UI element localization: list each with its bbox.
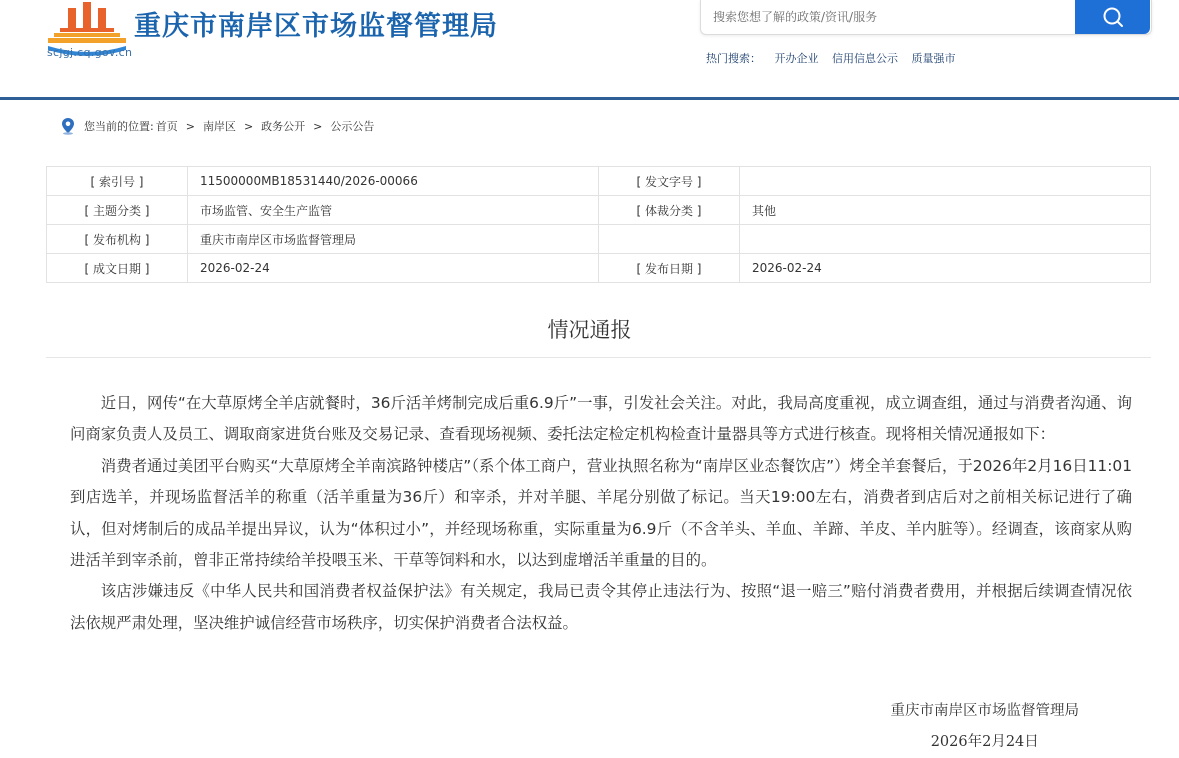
meta-label-publish-date: [ 发布日期 ] <box>599 254 740 283</box>
breadcrumb-separator: > <box>185 119 195 133</box>
table-row <box>47 196 1151 225</box>
meta-value-genre: 其他 <box>740 196 1151 225</box>
site-domain: scjgj.cq.gov.cn <box>47 46 133 59</box>
table-row <box>47 254 1151 283</box>
breadcrumb-nanan[interactable]: 南岸区 <box>202 120 236 133</box>
meta-value-written-date: 2026-02-24 <box>188 254 599 283</box>
meta-value-doc-number <box>740 167 1151 196</box>
article-title: 情况通报 <box>547 318 632 342</box>
article-paragraph: 消费者通过美团平台购买“大草原烤全羊南滨路钟楼店”（系个体工商户，营业执照名称为“南岸区业态餐饮店”）烤全羊套餐后，于2026年2月16日11:01到店选羊，并现场监督活羊的称重（活羊重量为36斤）和宰杀，并对羊腿、羊尾分别做了标记。当天19:00左右，消费者到店后对之前相关标记进行了确认，但对烤制后的成品羊提出异议，认为“体积过小”，并经现场称重，实际重量为6.9斤（不含羊头、羊血、羊蹄、羊皮、羊内脏等）。经调查，该商家从购进活羊到宰杀前，曾非正常持续给羊投喂玉米、干草等饲料和水，以达到虚增活羊重量的目的。 <box>70 456 1132 570</box>
breadcrumb <box>60 117 374 135</box>
site-title[interactable]: 重庆市南岸区市场监督管理局 <box>134 11 498 42</box>
breadcrumb-separator: > <box>243 119 254 133</box>
article-signature-block <box>891 696 1080 758</box>
article-paragraph: 近日，网传“在大草原烤全羊店就餐时，36斤活羊烤制完成后重6.9斤”一事，引发社会关注。对此，我局高度重视，成立调查组，通过与消费者沟通、询问商家负责人及员工、调取商家进货台账及交易记录、查看现场视频、委托法定检定机构检查计量器具等方式进行核查。现将相关情况通报如下： <box>70 394 1132 444</box>
meta-label-written-date: [ 成文日期 ] <box>47 254 188 283</box>
breadcrumb-home[interactable]: 首页 <box>155 120 178 133</box>
search-button[interactable] <box>1075 0 1150 34</box>
document-meta-table <box>46 166 1151 283</box>
hot-search-label: 热门搜索： <box>706 52 761 65</box>
meta-label-topic: [ 主题分类 ] <box>47 196 188 225</box>
meta-value-publish-date: 2026-02-24 <box>740 254 1151 283</box>
meta-label-index: [ 索引号 ] <box>47 167 188 196</box>
table-row <box>47 225 1151 254</box>
article-body <box>70 388 1132 639</box>
title-divider <box>46 357 1151 358</box>
meta-label-genre: [ 体裁分类 ] <box>599 196 740 225</box>
signature-org: 重庆市南岸区市场监督管理局 <box>890 703 1079 719</box>
breadcrumb-prefix: 您当前的位置: <box>84 120 154 133</box>
hot-link-business[interactable]: 开办企业 <box>774 52 819 65</box>
table-row <box>47 167 1151 196</box>
hot-search <box>706 50 966 66</box>
meta-label-empty <box>599 225 740 254</box>
search-input[interactable] <box>711 4 1065 30</box>
meta-label-publisher: [ 发布机构 ] <box>47 225 188 254</box>
breadcrumb-gov-affairs[interactable]: 政务公开 <box>261 120 306 133</box>
hot-link-credit[interactable]: 信用信息公示 <box>832 52 898 65</box>
signature-date: 2026年2月24日 <box>930 734 1039 750</box>
location-pin-icon <box>60 117 76 135</box>
header-divider <box>0 97 1179 100</box>
article-paragraph: 该店涉嫌违反《中华人民共和国消费者权益保护法》有关规定，我局已责令其停止违法行为、按照“退一赔三”赔付消费者费用，并根据后续调查情况依法依规严肃处理，坚决维护诚信经营市场秩序，切实保护消费者合法权益。 <box>70 582 1132 632</box>
meta-value-topic: 市场监管、安全生产监管 <box>188 196 599 225</box>
meta-value-index: 11500000MB18531440/2026-00066 <box>188 167 599 196</box>
breadcrumb-separator: > <box>313 119 323 133</box>
hot-link-quality[interactable]: 质量强市 <box>911 52 956 65</box>
search-icon <box>1102 6 1124 28</box>
breadcrumb-notice[interactable]: 公示公告 <box>330 120 375 133</box>
meta-value-publisher: 重庆市南岸区市场监督管理局 <box>188 225 599 254</box>
meta-label-doc-number: [ 发文字号 ] <box>599 167 740 196</box>
meta-value-empty <box>740 225 1151 254</box>
